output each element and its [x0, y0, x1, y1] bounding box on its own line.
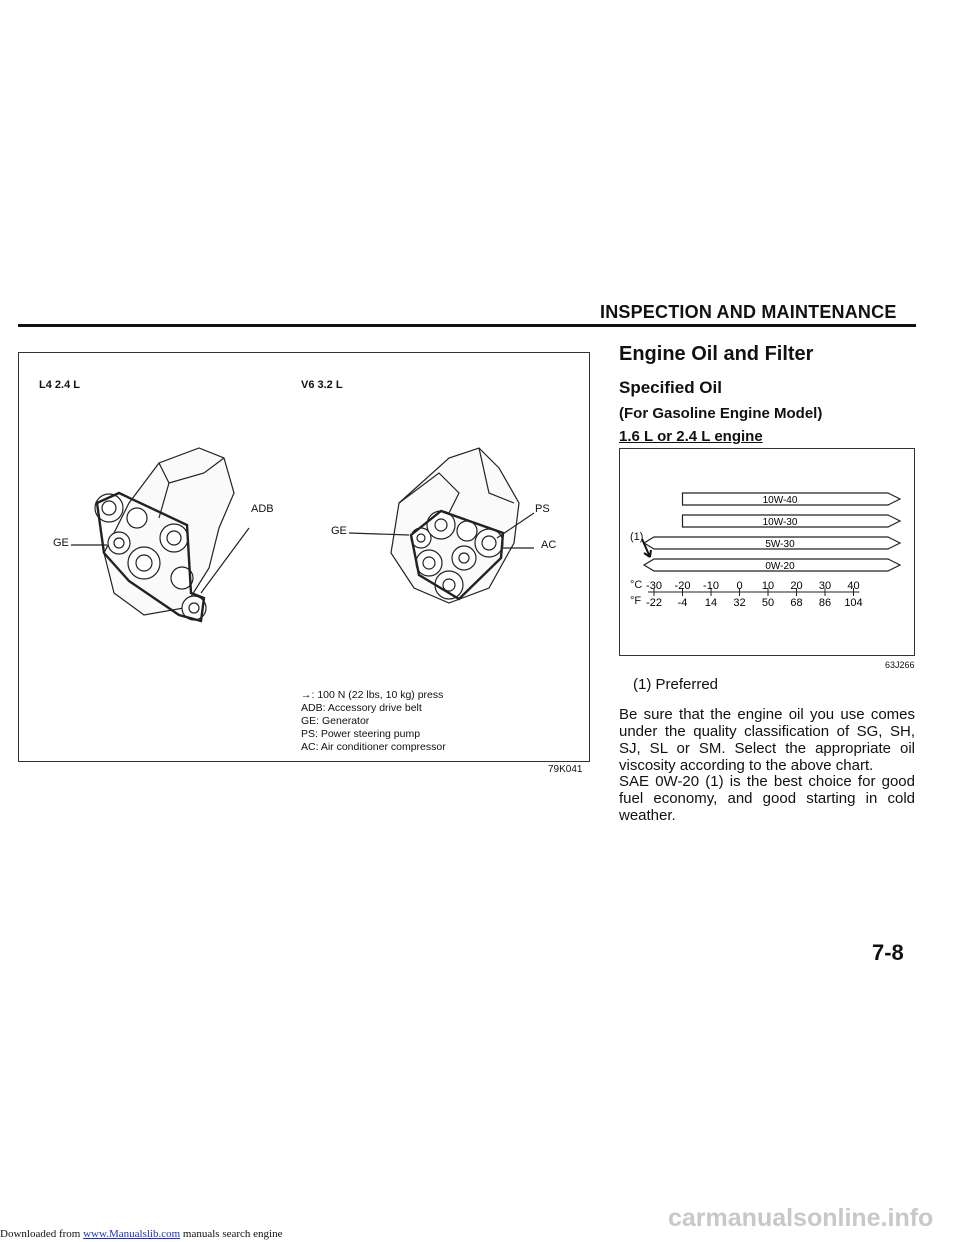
fahrenheit-tick-label: 50 — [761, 597, 775, 609]
model-heading: (For Gasoline Engine Model) — [619, 405, 823, 422]
celsius-tick-label: -30 — [646, 580, 662, 592]
celsius-unit: °C — [630, 579, 643, 591]
fahrenheit-tick-label: -4 — [677, 597, 688, 609]
fahrenheit-tick-label: 104 — [844, 597, 863, 609]
section-subtitle: Specified Oil — [619, 378, 722, 397]
engine-label-l4: L4 2.4 L — [39, 379, 80, 391]
oil-chart-code: 63J266 — [885, 660, 915, 670]
celsius-tick-label: 20 — [790, 580, 803, 592]
footer-prefix: Downloaded from — [0, 1228, 81, 1240]
viscosity-grade-label: 10W-30 — [762, 517, 798, 528]
header-rule — [18, 324, 916, 327]
celsius-tick-label: 10 — [761, 580, 775, 592]
fahrenheit-tick-label: 14 — [704, 597, 718, 609]
fahrenheit-tick-label: 68 — [790, 597, 803, 609]
l4-engine-drawing — [71, 448, 249, 621]
engine-heading: 1.6 L or 2.4 L engine — [619, 428, 763, 445]
watermark-logo: carmanualsonline.info — [668, 1204, 934, 1232]
celsius-tick-label: -20 — [674, 580, 691, 592]
fahrenheit-tick-label: 86 — [818, 597, 832, 609]
download-footer — [0, 1228, 282, 1240]
legend-item: ADB: Accessory drive belt — [301, 702, 422, 714]
callout-ps: PS — [535, 503, 550, 515]
callout-ac: AC — [541, 539, 557, 551]
engine-label-v6: V6 3.2 L — [301, 379, 343, 391]
fahrenheit-tick-label: 32 — [733, 597, 746, 609]
viscosity-bar — [644, 559, 900, 572]
figure-legend — [301, 689, 446, 754]
callout-adb: ADB — [251, 503, 274, 515]
viscosity-bar — [683, 493, 901, 506]
footer-suffix: manuals search engine — [182, 1228, 283, 1240]
viscosity-bar — [683, 515, 901, 528]
viscosity-grade-label: 0W-20 — [765, 561, 795, 572]
legend-item: GE: Generator — [301, 715, 370, 727]
v6-engine-drawing — [349, 448, 534, 603]
legend-item: AC: Air conditioner compressor — [301, 741, 446, 753]
paragraph-quality: Be sure that the engine oil you use comes under the quality classification of SG, SH, SJ, SL or SM. Select the appropriate oil viscosity according to the above chart. — [619, 706, 915, 774]
oil-viscosity-chart — [619, 448, 915, 656]
manualslib-link[interactable]: www.Manualslib.com — [83, 1228, 181, 1240]
legend-item: PS: Power steering pump — [301, 728, 421, 740]
callout-ge-right: GE — [331, 525, 347, 537]
celsius-tick-label: 40 — [847, 580, 860, 592]
fahrenheit-tick-label: -22 — [646, 597, 662, 609]
page-number: 7-8 — [872, 940, 904, 965]
legend-item: →: 100 N (22 lbs, 10 kg) press — [301, 689, 444, 701]
celsius-tick-label: 0 — [736, 580, 743, 592]
paragraph-recommendation: SAE 0W-20 (1) is the best choice for good fuel economy, and good starting in cold weather. — [619, 773, 915, 824]
section-title: Engine Oil and Filter — [619, 343, 814, 365]
belt-figure — [18, 352, 590, 762]
preferred-marker: (1) — [630, 531, 644, 543]
viscosity-grade-label: 10W-40 — [762, 495, 798, 506]
celsius-tick-label: -10 — [703, 580, 719, 592]
celsius-tick-label: 30 — [818, 580, 832, 592]
figure-code: 79K041 — [548, 764, 583, 775]
fahrenheit-unit: °F — [630, 595, 642, 607]
oil-chart-svg — [620, 449, 916, 657]
viscosity-bar — [644, 537, 900, 550]
callout-ge-left: GE — [53, 537, 69, 549]
footnote: (1) Preferred — [633, 676, 719, 693]
viscosity-grade-label: 5W-30 — [765, 539, 795, 550]
page-header-title: INSPECTION AND MAINTENANCE — [600, 302, 897, 322]
